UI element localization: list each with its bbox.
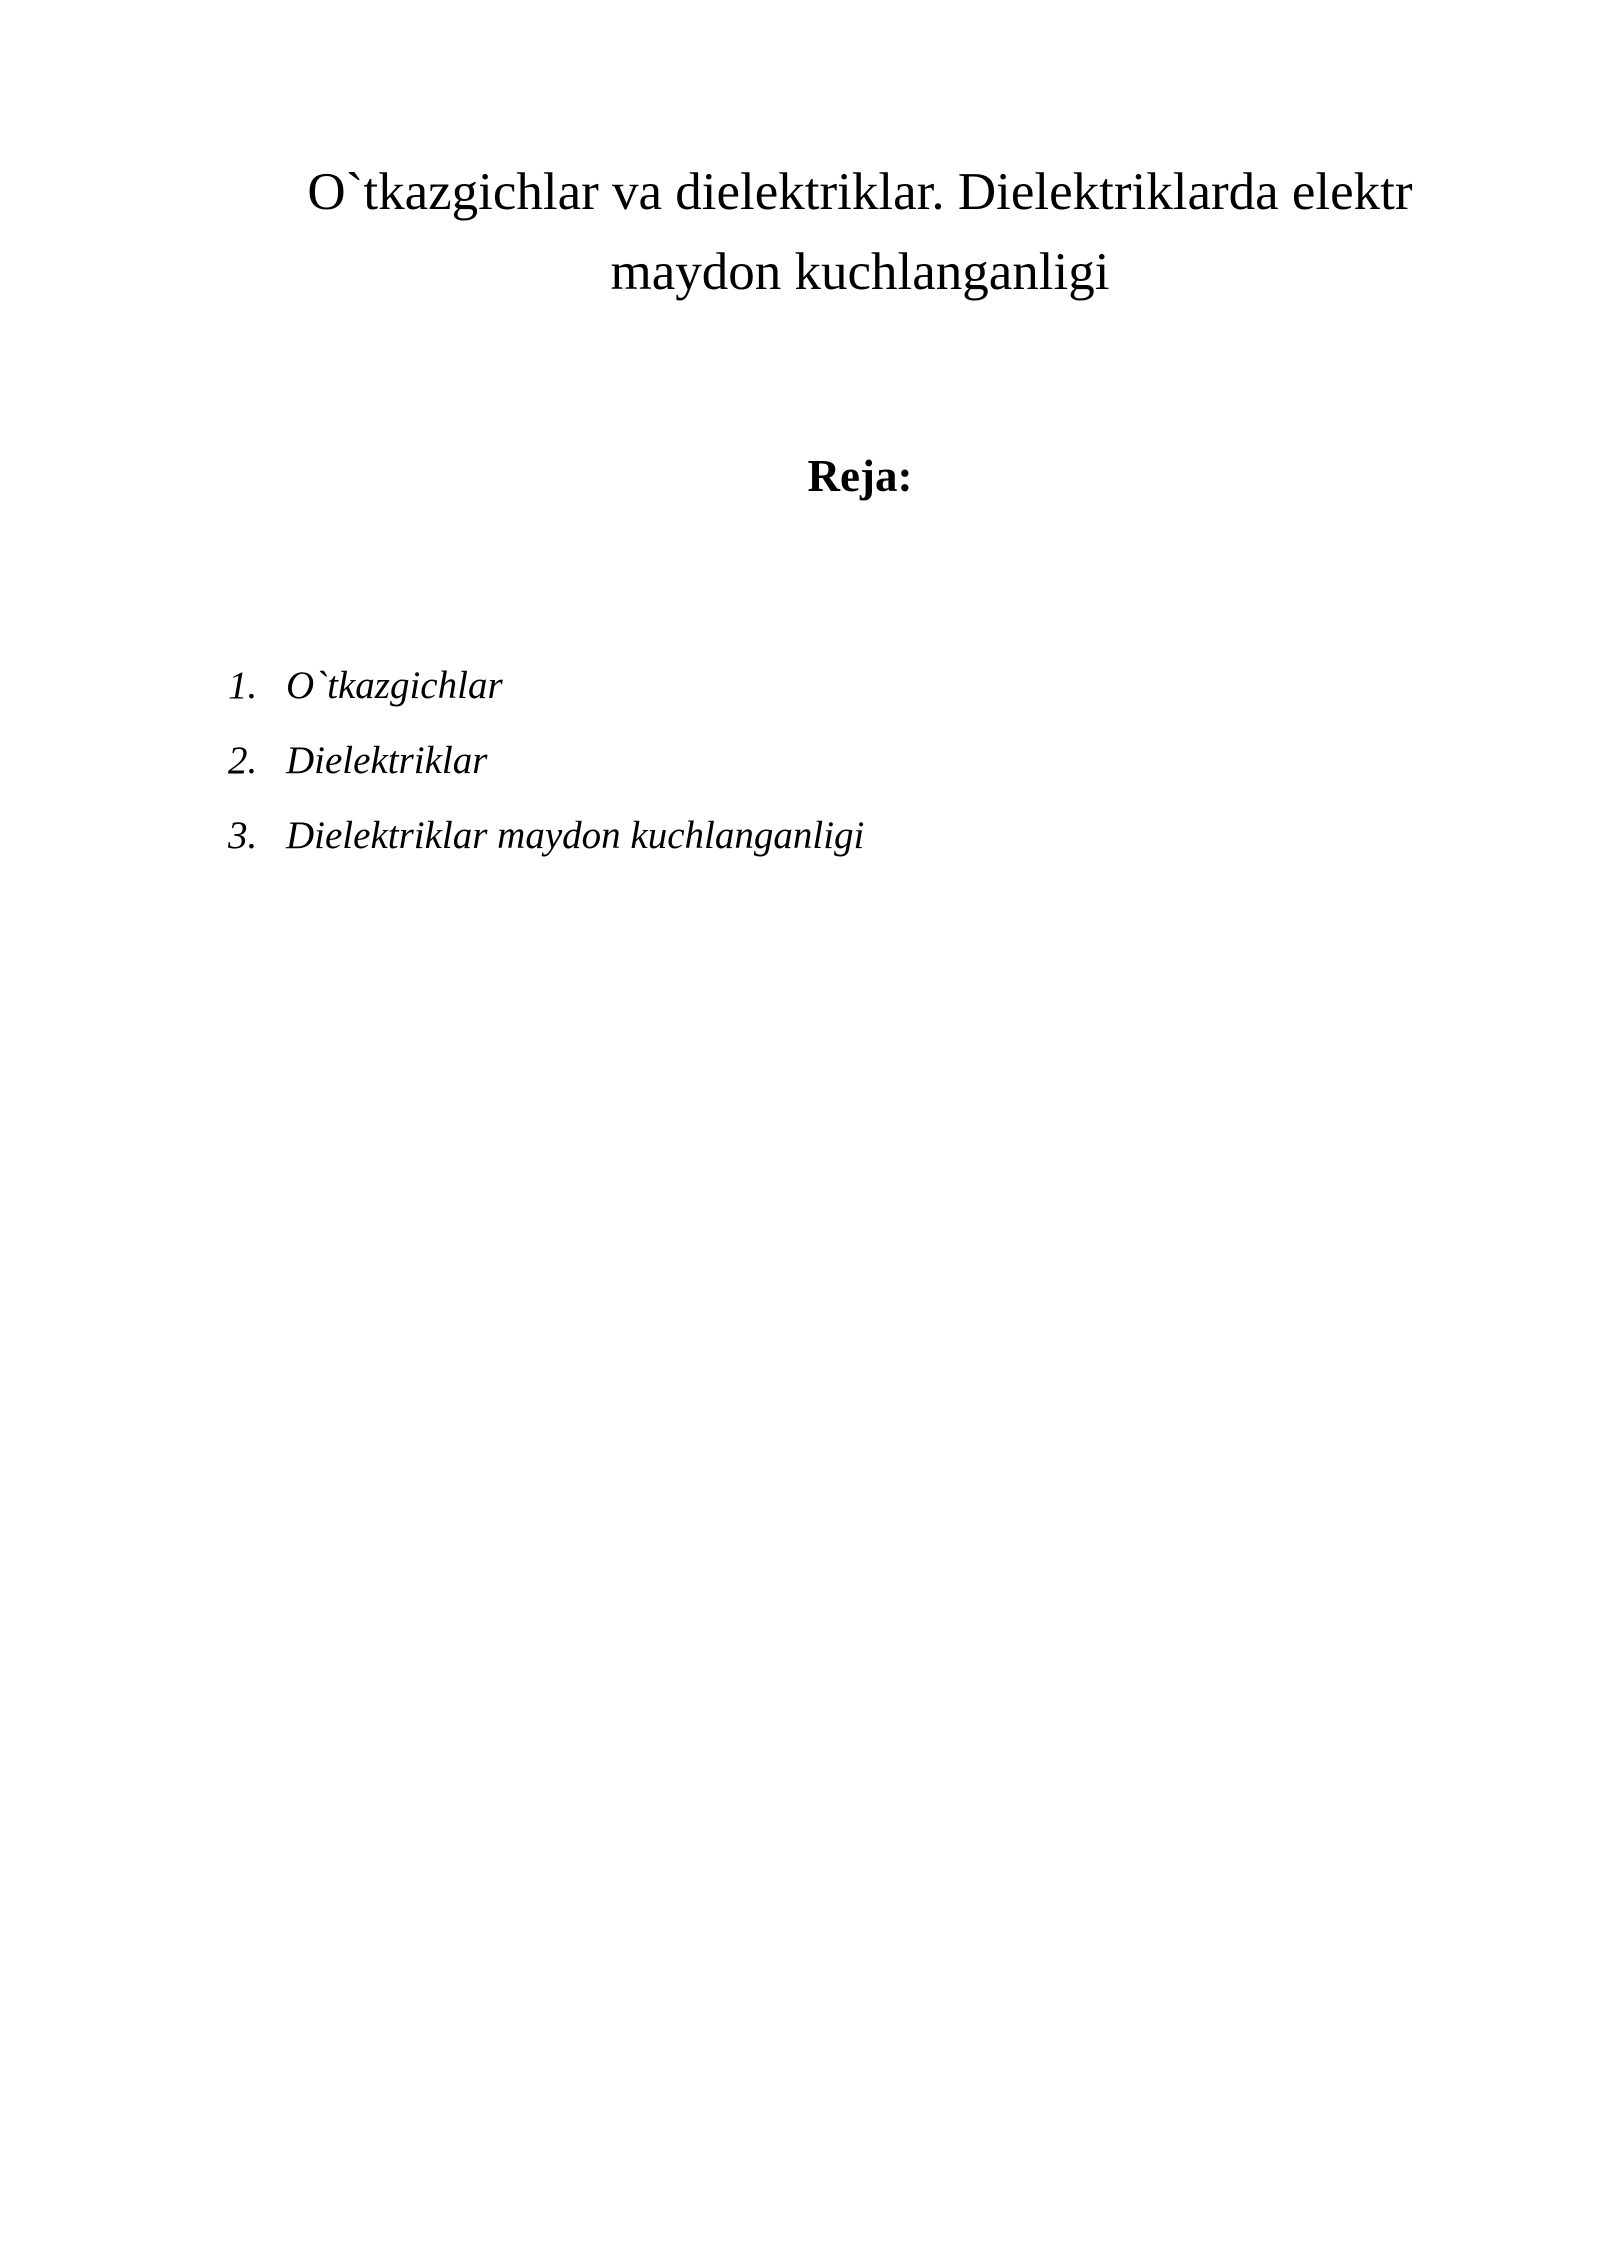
list-item-text: Dielektriklar — [286, 739, 488, 782]
list-item-number: 1. — [228, 664, 258, 707]
plan-heading: Reja: — [807, 451, 913, 501]
plan-list — [228, 656, 864, 881]
list-item-number: 3. — [228, 814, 258, 857]
list-item-text: O`tkazgichlar — [286, 664, 503, 707]
list-item — [228, 731, 864, 806]
list-item-number: 2. — [228, 739, 258, 782]
document-title — [200, 152, 1520, 312]
title-line-2: maydon kuchlanganligi — [610, 243, 1110, 301]
list-item-text: Dielektriklar maydon kuchlanganligi — [286, 814, 865, 857]
list-item — [228, 656, 864, 731]
list-item — [228, 806, 864, 881]
title-line-1: O`tkazgichlar va dielektriklar. Dielektriklarda elektr — [307, 163, 1413, 221]
